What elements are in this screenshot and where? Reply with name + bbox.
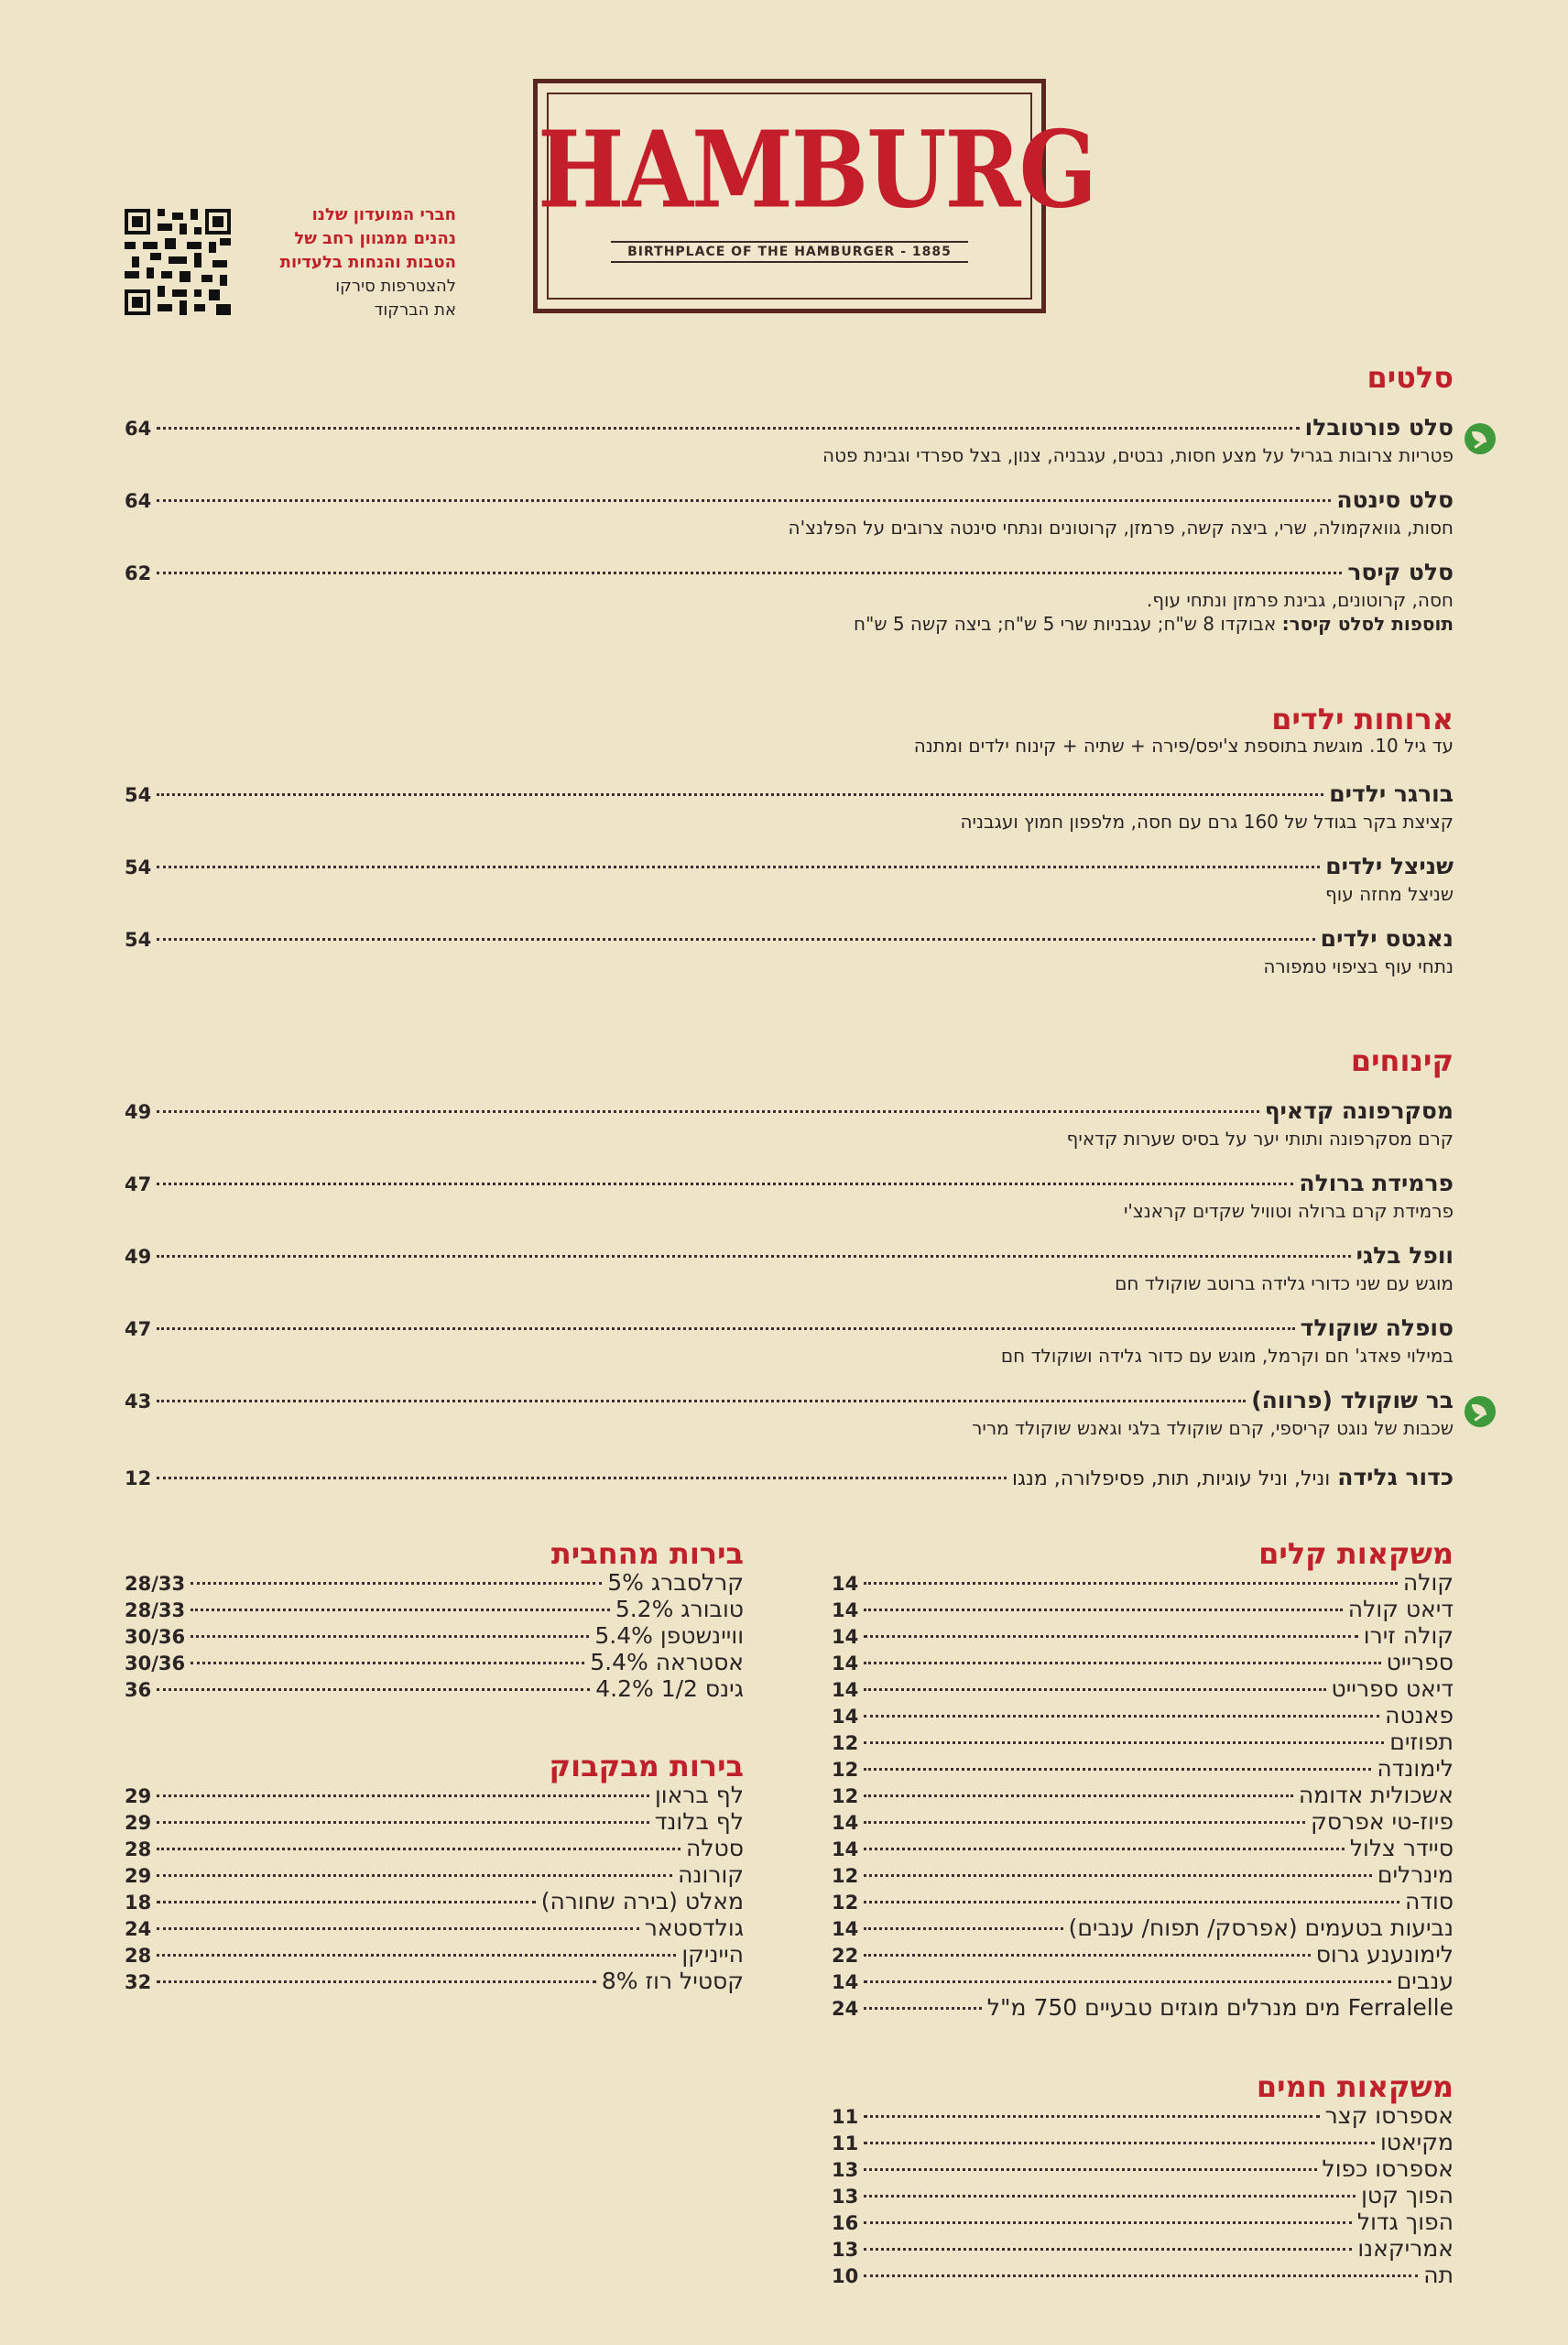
dot-leader — [157, 1821, 648, 1824]
menu-item-dessert-waffle — [125, 1242, 1454, 1295]
dot-leader — [157, 427, 1299, 430]
vegetarian-leaf-icon — [1465, 423, 1496, 454]
item-price: 29 — [125, 1785, 152, 1807]
item-name: הייניקן — [681, 1941, 744, 1968]
item-name: מינרלים — [1377, 1861, 1454, 1888]
list-item — [832, 1888, 1454, 1914]
list-item — [832, 1755, 1454, 1782]
item-name: גולדסטאר — [644, 1914, 744, 1941]
dot-leader — [864, 1821, 1305, 1824]
item-name: קורונה — [678, 1861, 744, 1888]
list-item — [832, 2129, 1454, 2155]
item-price: 36 — [125, 1679, 152, 1701]
menu-item-kids-nuggets — [125, 925, 1454, 978]
list-item — [832, 1569, 1454, 1596]
dot-leader — [864, 1901, 1399, 1903]
item-name: סלט קיסר — [1347, 559, 1454, 585]
item-name: נביעות בטעמים (אפרסק/ תפוח/ ענבים) — [1068, 1914, 1454, 1941]
item-price: 54 — [125, 856, 152, 878]
dot-leader — [157, 1327, 1294, 1330]
section-title-bottled-beers: בירות מבקבוק — [549, 1749, 744, 1783]
list-item — [125, 1888, 744, 1914]
item-price: 49 — [125, 1101, 152, 1123]
item-price: 29 — [125, 1812, 152, 1834]
item-price: 49 — [125, 1246, 152, 1268]
item-name: אספרסו קצר — [1324, 2102, 1454, 2129]
item-name: סטלה — [686, 1835, 744, 1861]
menu-item-kids-burger — [125, 780, 1454, 834]
item-name: אשכולית אדומה — [1298, 1782, 1454, 1808]
item-description: פרמידת קרם ברולה וטוויל שקדים קראנצ'י — [1123, 1200, 1454, 1222]
dot-leader — [864, 1874, 1372, 1877]
item-price: 11 — [832, 2132, 859, 2154]
item-description: קרם מסקרפונה ותותי יער על בסיס שערות קדאיף — [1066, 1128, 1454, 1150]
item-price: 12 — [832, 1732, 859, 1754]
list-item — [832, 1675, 1454, 1702]
item-price: 54 — [125, 784, 152, 806]
item-name: סלט סינטה — [1336, 486, 1454, 513]
brand-logo — [533, 79, 1095, 313]
dot-leader — [191, 1662, 584, 1664]
dot-leader — [157, 1183, 1293, 1185]
item-price: 10 — [832, 2265, 859, 2287]
dot-leader — [157, 1848, 681, 1850]
dot-leader — [864, 2142, 1375, 2144]
dot-leader — [157, 938, 1314, 941]
item-price: 14 — [832, 1812, 859, 1834]
dot-leader — [864, 2168, 1316, 2171]
item-description: שכבות של נוגט קריספי, קרם שוקולד בלגי וגאנש שוקולד מריר — [972, 1417, 1454, 1439]
item-price: 62 — [125, 562, 152, 584]
section-title-hot-drinks: משקאות חמים — [1256, 2069, 1454, 2104]
item-price: 14 — [832, 1918, 859, 1940]
dot-leader — [864, 2274, 1418, 2277]
soft-drinks-list — [832, 1569, 1454, 2021]
addon-label: תוספות לסלט קיסר: — [1281, 613, 1454, 635]
list-item — [832, 1702, 1454, 1729]
item-name: אמריקאנו — [1357, 2235, 1454, 2262]
item-name: לף בלונד — [654, 1808, 744, 1835]
item-description: שניצל מחזה עוף — [1325, 883, 1454, 905]
list-item — [125, 1596, 744, 1622]
item-price: 24 — [832, 1998, 859, 2020]
menu-item-dessert-mascarpone — [125, 1097, 1454, 1151]
caesar-addons — [125, 612, 1454, 636]
item-price: 12 — [832, 1785, 859, 1807]
list-item — [832, 1622, 1454, 1649]
list-item — [832, 1596, 1454, 1622]
list-item — [125, 1622, 744, 1649]
list-item — [125, 1968, 744, 1994]
dot-leader — [864, 1662, 1380, 1664]
dot-leader — [157, 1400, 1246, 1402]
dot-leader — [864, 2115, 1319, 2118]
dot-leader — [864, 1768, 1371, 1771]
draft-beers-list — [125, 1569, 744, 1702]
dot-leader — [157, 572, 1342, 574]
item-name: ענבים — [1396, 1968, 1454, 1994]
item-name: לף בראון — [654, 1782, 744, 1808]
item-description: נתחי עוף בציפוי טמפורה — [1263, 955, 1454, 977]
dot-leader — [864, 1927, 1062, 1930]
item-name: אסטראה 5.4% — [590, 1649, 744, 1675]
list-item — [832, 2155, 1454, 2182]
item-price: 14 — [832, 1706, 859, 1728]
hot-drinks-list — [832, 2102, 1454, 2288]
section-title-soft-drinks: משקאות קלים — [1258, 1536, 1454, 1571]
item-name: מקיאטו — [1379, 2129, 1454, 2155]
item-description: קציצת בקר בגודל של 160 גרם עם חסה, מלפפון חמוץ ועגבניה — [960, 811, 1454, 833]
list-item — [125, 1808, 744, 1835]
item-name: סודה — [1404, 1888, 1454, 1914]
list-item — [832, 1782, 1454, 1808]
menu-item-kids-schnitzel — [125, 853, 1454, 906]
list-item — [832, 1941, 1454, 1968]
item-name: קולה — [1402, 1569, 1454, 1596]
item-name: לימונדה — [1377, 1755, 1454, 1782]
dot-leader — [157, 499, 1331, 502]
list-item — [832, 2102, 1454, 2129]
item-price: 30/36 — [125, 1626, 186, 1648]
item-price: 54 — [125, 929, 152, 951]
menu-item-salad-caesar — [125, 559, 1454, 636]
item-price: 18 — [125, 1892, 152, 1914]
item-description: חסה, קרוטונים, גבינת פרמזן ונתחי עוף. — [1146, 589, 1454, 611]
item-price: 32 — [125, 1971, 152, 1993]
section-title-kids: ארוחות ילדים — [1271, 702, 1454, 736]
dot-leader — [157, 1980, 596, 1983]
list-item — [125, 1782, 744, 1808]
list-item — [125, 1941, 744, 1968]
item-price: 28/33 — [125, 1573, 186, 1595]
item-price: 14 — [832, 1679, 859, 1701]
item-price: 12 — [832, 1865, 859, 1887]
item-price: 13 — [832, 2159, 859, 2181]
item-price: 29 — [125, 1865, 152, 1887]
list-item — [125, 1675, 744, 1702]
dot-leader — [864, 1635, 1358, 1638]
list-item — [832, 1968, 1454, 1994]
item-price: 14 — [832, 1626, 859, 1648]
item-name: ספרייט — [1386, 1649, 1454, 1675]
dot-leader — [864, 1609, 1343, 1611]
section-title-desserts: קינוחים — [1350, 1043, 1454, 1078]
list-item — [832, 1914, 1454, 1941]
dot-leader — [157, 1110, 1258, 1113]
dot-leader — [157, 1255, 1350, 1258]
item-name: הפוך גדול — [1356, 2209, 1454, 2235]
dot-leader — [864, 2221, 1352, 2224]
item-price: 12 — [832, 1759, 859, 1781]
dot-leader — [157, 793, 1323, 796]
item-name: נאגטס ילדים — [1320, 925, 1454, 952]
menu-item-salad-sinta — [125, 486, 1454, 540]
dot-leader — [191, 1609, 610, 1611]
club-promo — [240, 203, 456, 322]
dot-leader — [864, 2195, 1356, 2198]
item-name: מאלט (בירה שחורה) — [540, 1888, 744, 1914]
club-line-3: הטבות והנחות בלעדיות — [279, 253, 456, 272]
item-name: אספרסו כפול — [1322, 2155, 1454, 2182]
item-name: תפוזים — [1389, 1729, 1454, 1755]
club-line-5: את הברקוד — [374, 300, 456, 320]
section-title-draft-beers: בירות מהחבית — [550, 1536, 744, 1571]
menu-item-salad-portobello — [125, 414, 1454, 467]
item-name: וופל בלגי — [1356, 1242, 1454, 1269]
dot-leader — [864, 2007, 982, 2010]
list-item — [832, 2209, 1454, 2235]
item-name: פרמידת ברולה — [1299, 1170, 1454, 1196]
dot-leader — [864, 1688, 1325, 1691]
item-name: סיידר צלול — [1349, 1835, 1454, 1861]
item-name: שניצל ילדים — [1325, 853, 1454, 879]
item-name: וויינשטפן 5.4% — [594, 1622, 744, 1649]
item-price: 14 — [832, 1838, 859, 1860]
list-item — [125, 1914, 744, 1941]
item-name: לימונענע גרוס — [1315, 1941, 1454, 1968]
dot-leader — [864, 1715, 1379, 1718]
item-name: כדור גלידה — [1337, 1464, 1454, 1490]
item-name: דיאט ספרייט — [1331, 1675, 1454, 1702]
dot-leader — [191, 1582, 602, 1585]
dot-leader — [157, 1954, 676, 1957]
item-flavors: וניל, וניל עוגיות, תות, פסיפלורה, מנגו — [1011, 1467, 1331, 1490]
item-price: 14 — [832, 1599, 859, 1621]
dot-leader — [864, 1582, 1398, 1585]
item-price: 14 — [832, 1971, 859, 1993]
list-item — [832, 1835, 1454, 1861]
item-name: טובורג 5.2% — [615, 1596, 744, 1622]
dot-leader — [864, 1980, 1390, 1983]
dot-leader — [157, 866, 1320, 868]
menu-item-dessert-souffle — [125, 1314, 1454, 1368]
item-price: 13 — [832, 2186, 859, 2208]
item-price: 47 — [125, 1318, 152, 1340]
dot-leader — [157, 1688, 590, 1691]
addon-text: אבוקדו 8 ש"ח; עגבניות שרי 5 ש"ח; ביצה קשה 5 ש"ח — [854, 613, 1282, 635]
dot-leader — [864, 1954, 1310, 1957]
item-name: גינס 1/2 4.2% — [595, 1675, 744, 1702]
item-price: 64 — [125, 418, 152, 440]
menu-item-dessert-brulee — [125, 1170, 1454, 1223]
dot-leader — [157, 1794, 649, 1797]
vegetarian-leaf-icon — [1465, 1396, 1496, 1427]
dot-leader — [864, 1848, 1345, 1850]
item-name: קרלסברג 5% — [607, 1569, 744, 1596]
item-price: 30/36 — [125, 1652, 186, 1674]
dot-leader — [864, 1794, 1293, 1797]
item-price: 22 — [832, 1945, 859, 1967]
item-description: במילוי פאדג' חם וקרמל, מוגש עם כדור גלידה ושוקולד חם — [1000, 1345, 1454, 1367]
list-item — [832, 1994, 1454, 2021]
item-price: 14 — [832, 1652, 859, 1674]
item-price: 28/33 — [125, 1599, 186, 1621]
brand-name: HAMBURG — [538, 107, 1095, 232]
club-line-4: להצטרפות סירקו — [335, 277, 456, 296]
list-item — [832, 1729, 1454, 1755]
item-price: 12 — [832, 1892, 859, 1914]
item-price: 28 — [125, 1838, 152, 1860]
list-item — [832, 2262, 1454, 2288]
item-name: סלט פורטובלו — [1304, 414, 1454, 441]
bottled-beers-list — [125, 1782, 744, 1994]
item-name: דיאט קולה — [1347, 1596, 1454, 1622]
item-price: 43 — [125, 1391, 152, 1412]
item-description: מוגש עם שני כדורי גלידה ברוטב שוקולד חם — [1115, 1272, 1454, 1294]
kids-intro: עד גיל 10. מוגשת בתוספת צ'יפס/פירה + שתיה + קינוח ילדים ומתנה — [913, 735, 1454, 757]
menu-item-dessert-chocolate-bar — [125, 1387, 1454, 1440]
qr-code-icon[interactable] — [125, 209, 231, 315]
list-item — [832, 2235, 1454, 2262]
list-item — [125, 1861, 744, 1888]
list-item — [125, 1835, 744, 1861]
item-price: 12 — [125, 1467, 152, 1489]
item-name: פיוז-טי אפרסק — [1311, 1808, 1454, 1835]
item-name: קסטיל רוז 8% — [601, 1968, 744, 1994]
section-title-salads: סלטים — [1367, 360, 1454, 395]
list-item — [832, 2182, 1454, 2209]
item-description: פטריות צרובות בגריל על מצע חסות, נבטים, עגבניה, צנון, בצל ספרדי וגבינת פטה — [822, 444, 1454, 466]
dot-leader — [864, 2248, 1352, 2251]
list-item — [832, 1808, 1454, 1835]
item-name: סופלה שוקולד — [1300, 1314, 1454, 1341]
item-price: 14 — [832, 1573, 859, 1595]
list-item — [125, 1649, 744, 1675]
menu-item-dessert-ice-cream — [125, 1464, 1454, 1493]
item-name: פאנטה — [1385, 1702, 1454, 1729]
item-price: 28 — [125, 1945, 152, 1967]
item-price: 16 — [832, 2212, 859, 2234]
club-line-1: חברי המועדון שלנו — [311, 205, 456, 224]
dot-leader — [864, 1741, 1384, 1744]
dot-leader — [157, 1927, 639, 1930]
item-name: הפוך קטן — [1361, 2182, 1454, 2209]
item-name: Ferralelle מים מנרלים מוגזים טבעיים 750 מ"ל — [986, 1994, 1454, 2021]
item-description: חסות, גוואקמולה, שרי, ביצה קשה, פרמזן, קרוטונים ונתחי סינטה צרובים על הפלנצ'ה — [788, 517, 1454, 539]
item-price: 64 — [125, 490, 152, 512]
item-price: 47 — [125, 1173, 152, 1195]
list-item — [832, 1861, 1454, 1888]
club-line-2: נהנים ממגוון רחב של — [294, 229, 456, 248]
item-price: 13 — [832, 2239, 859, 2261]
dot-leader — [157, 1874, 672, 1877]
item-price: 11 — [832, 2106, 859, 2128]
item-name: קולה זירו — [1363, 1622, 1454, 1649]
brand-tagline: BIRTHPLACE OF THE HAMBURGER - 1885 — [611, 241, 968, 263]
item-name: בר שוקולד (פרווה) — [1251, 1387, 1454, 1413]
list-item — [125, 1569, 744, 1596]
item-name: בורגר ילדים — [1329, 780, 1454, 807]
item-name: תה — [1423, 2262, 1454, 2288]
list-item — [832, 1649, 1454, 1675]
item-price: 24 — [125, 1918, 152, 1940]
dot-leader — [157, 1901, 535, 1903]
dot-leader — [191, 1635, 589, 1638]
dot-leader — [157, 1477, 1007, 1479]
item-name: מסקרפונה קדאיף — [1264, 1097, 1454, 1124]
